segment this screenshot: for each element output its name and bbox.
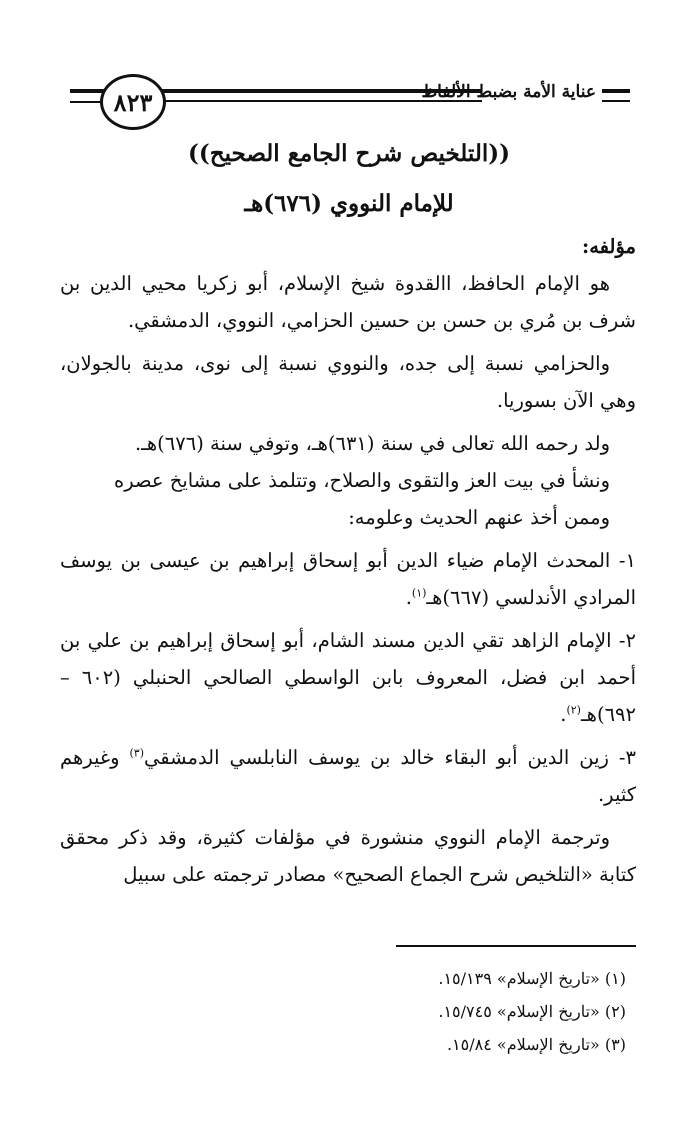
list-item-end: . [560, 703, 567, 726]
paragraph: هو الإمام الحافظ، االقدوة شيخ الإسلام، أبو زكريا محيي الدين بن شرف بن مُري بن حسن بن حسين الحزامي، النووي، الدمشقي. [60, 272, 636, 332]
header-rule [70, 101, 104, 103]
header-rule [602, 89, 630, 93]
footnote-ref[interactable]: (٣) [129, 746, 144, 760]
paragraph: ونشأ في بيت العز والتقوى والصلاح، وتتلمذ على مشايخ عصره [114, 469, 610, 492]
running-title: عناية الأمة بضبط الألفاظ [421, 82, 596, 102]
author-heading: مؤلفه: [582, 235, 636, 258]
paragraph: والحزامي نسبة إلى جده، والنووي نسبة إلى نوى، مدينة بالجولان، وهي الآن بسوريا. [60, 352, 636, 412]
page-subtitle: للإمام النووي (٦٧٦)هـ [244, 190, 454, 217]
footnotes [66, 962, 626, 1061]
footnote: (١) «تاريخ الإسلام» ١٥/١٣٩. [438, 969, 626, 988]
list-item-text: ٣- زين الدين أبو البقاء خالد بن يوسف النابلسي الدمشقي [143, 746, 636, 769]
list-item-end: . [405, 586, 412, 609]
running-header [70, 72, 630, 130]
list-item-text: ١- المحدث الإمام ضياء الدين أبو إسحاق إبراهيم بن عيسى بن يوسف المرادي الأندلسي (٦٦٧)هـ [60, 549, 636, 609]
body-text [60, 228, 636, 893]
paragraph: وترجمة الإمام النووي منشورة في مؤلفات كثيرة، وقد ذكر محقق كتابة «التلخيص شرح الجماع الصحيح» مصادر ترجمته على سبيل [60, 826, 636, 886]
paragraph: وممن أخذ عنهم الحديث وعلومه: [348, 506, 610, 529]
list-item-text: ٢- الإمام الزاهد تقي الدين مسند الشام، أبو إسحاق إبراهيم بن علي بن أحمد ابن فضل، المعروف بابن الواسطي الصالحي الحنبلي (٦٠٢ – ٦٩٢)هـ [60, 629, 636, 726]
header-rule [70, 89, 104, 93]
page-number: ٨٢٣ [113, 87, 153, 117]
list-item-end: وغيرهم كثير. [60, 746, 636, 806]
footnote-ref[interactable]: (١) [411, 586, 427, 600]
teacher-list-item [60, 622, 636, 733]
footnote: (٣) «تاريخ الإسلام» ١٥/٨٤. [446, 1035, 626, 1054]
footnote-separator [396, 945, 636, 947]
footnote-ref[interactable]: (٢) [566, 703, 581, 717]
teacher-list-item [60, 542, 636, 616]
page-number-badge [100, 74, 166, 130]
page-title: ((التلخيص شرح الجامع الصحيح)) [187, 140, 511, 167]
teacher-list-item [60, 739, 636, 813]
paragraph: ولد رحمه الله تعالى في سنة (٦٣١)هـ، وتوفي سنة (٦٧٦)هـ. [134, 432, 610, 455]
footnote: (٢) «تاريخ الإسلام» ١٥/٧٤٥. [438, 1002, 626, 1021]
header-rule [602, 100, 630, 102]
